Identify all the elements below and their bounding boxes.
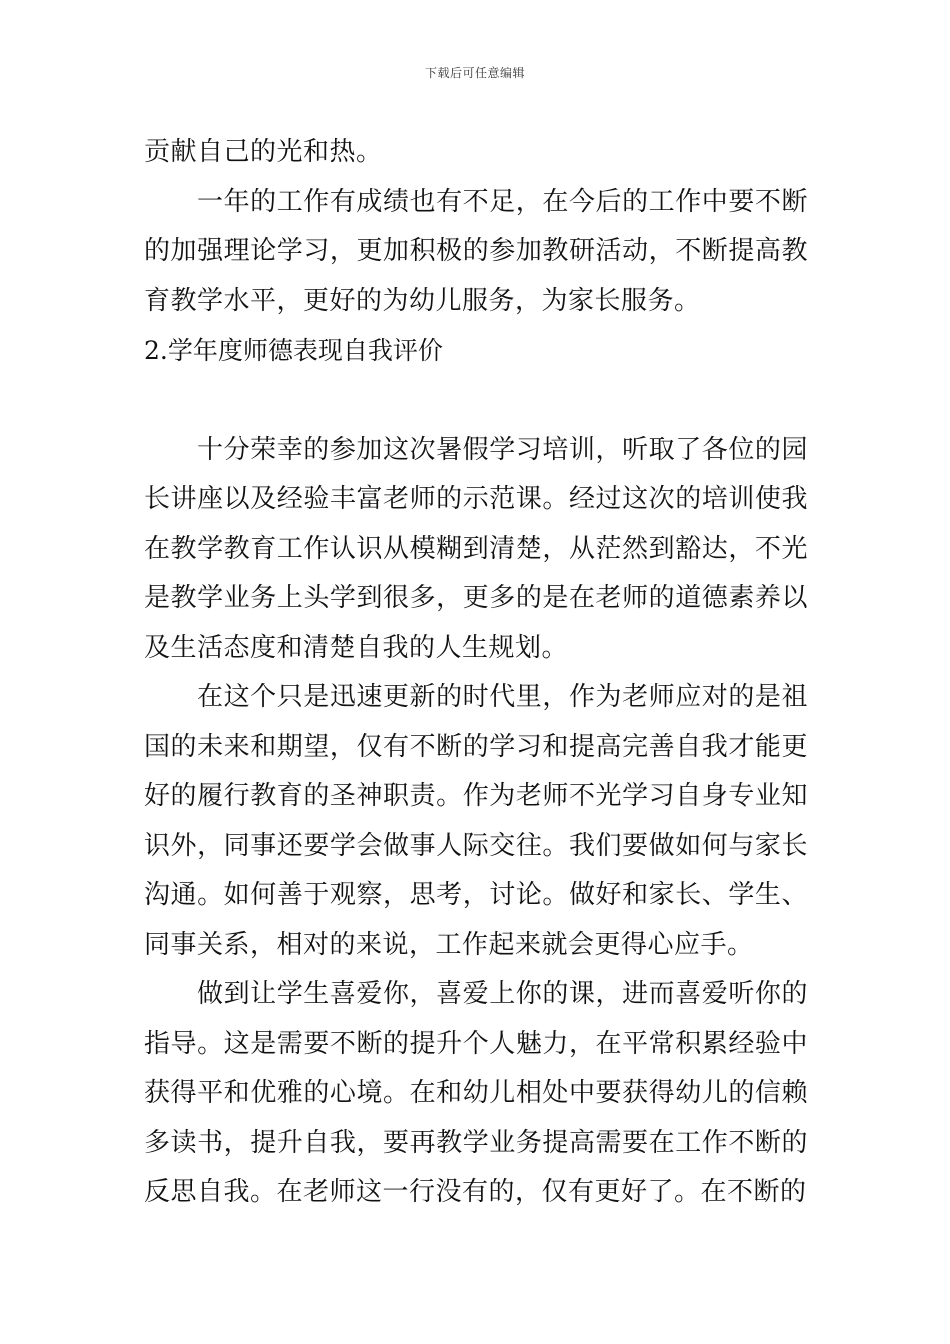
paragraph-continuation: 贡献自己的光和热。: [144, 137, 383, 167]
section-spacer: [144, 376, 808, 426]
document-body: [144, 128, 808, 1218]
section-heading: 2.学年度师德表现自我评价: [144, 336, 443, 365]
paragraph-students: 做到让学生喜爱你，喜爱上你的课，进而喜爱听你的指导。这是需要不断的提升个人魅力，在平常积累经验中获得平和优雅的心境。在和幼儿相处中要获得幼儿的信赖多读书，提升自我，要再教学业务提高需要在工作不断的反思自我。在老师这一行没有的，仅有更好了。在不断的: [144, 979, 808, 1207]
paragraph-training: 十分荣幸的参加这次暑假学习培训，听取了各位的园长讲座以及经验丰富老师的示范课。经过这次的培训使我在教学教育工作认识从模糊到清楚，从茫然到豁达，不光是教学业务上头学到很多，更多的是在老师的道德素养以及生活态度和清楚自我的人生规划。: [144, 434, 808, 663]
page-header: 下载后可任意编辑: [424, 66, 525, 80]
paragraph-summary: 一年的工作有成绩也有不足，在今后的工作中要不断的加强理论学习，更加积极的参加教研活动，不断提高教育教学水平，更好的为幼儿服务，为家长服务。: [144, 186, 808, 316]
paragraph-era: 在这个只是迅速更新的时代里，作为老师应对的是祖国的未来和期望，仅有不断的学习和提高完善自我才能更好的履行教育的圣神职责。作为老师不光学习自身专业知识外，同事还要学会做事人际交往。我们要做如何与家长沟通。如何善于观察，思考，讨论。做好和家长、学生、同事关系，相对的来说，工作起来就会更得心应手。: [144, 682, 808, 960]
